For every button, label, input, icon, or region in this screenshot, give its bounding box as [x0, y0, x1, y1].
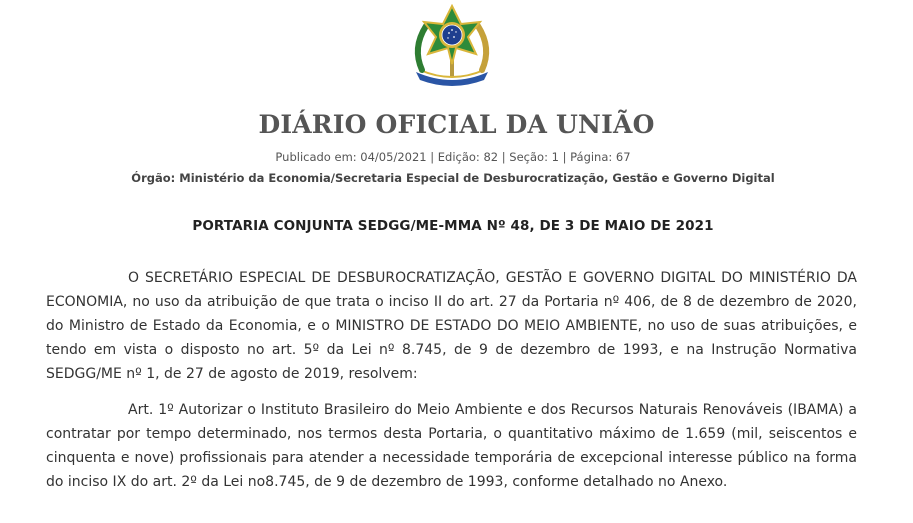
page-title: DIÁRIO OFICIAL DA UNIÃO [258, 110, 655, 139]
orgao-line [0, 171, 906, 185]
document-title: PORTARIA CONJUNTA SEDGG/ME-MMA Nº 48, DE 3 DE MAIO DE 2021 [192, 218, 714, 234]
orgao-value: Ministério da Economia/Secretaria Especial de Desburocratização, Gestão e Governo Digital [175, 171, 775, 185]
preamble-paragraph: O SECRETÁRIO ESPECIAL DE DESBUROCRATIZAÇÃO, GESTÃO E GOVERNO DIGITAL DO MINISTÉRIO DA ECONOMIA, no uso da atribuição de que trata o inciso II do art. 27 da Portaria nº 406, de 8 de dezembro de 2020, do Ministro de Estado da Economia, e o MINISTRO DE ESTADO DO MEIO AMBIENTE, no uso de suas atribuições, e tendo em vista o disposto no art. 5º da Lei nº 8.745, de 9 de dezembro de 1993, e na Instrução Normativa SEDGG/ME nº 1, de 27 de agosto de 2019, resolvem: [46, 270, 857, 382]
orgao-label: Órgão: [131, 171, 176, 185]
publication-info: Publicado em: 04/05/2021 | Edição: 82 | Seção: 1 | Página: 67 [275, 150, 631, 164]
article-1-paragraph: Art. 1º Autorizar o Instituto Brasileiro do Meio Ambiente e dos Recursos Naturais Renováveis (IBAMA) a contratar por tempo determinado, nos termos desta Portaria, o quantitativo máximo de 1.659 (mil, seiscentos e cinquenta e nove) profissionais para atender a necessidade temporária de excepcional interesse público na forma do inciso IX do art. 2º da Lei no8.745, de 9 de dezembro de 1993, conforme detalhado no Anexo. [46, 402, 857, 490]
brazil-coat-of-arms-icon [406, 4, 498, 88]
